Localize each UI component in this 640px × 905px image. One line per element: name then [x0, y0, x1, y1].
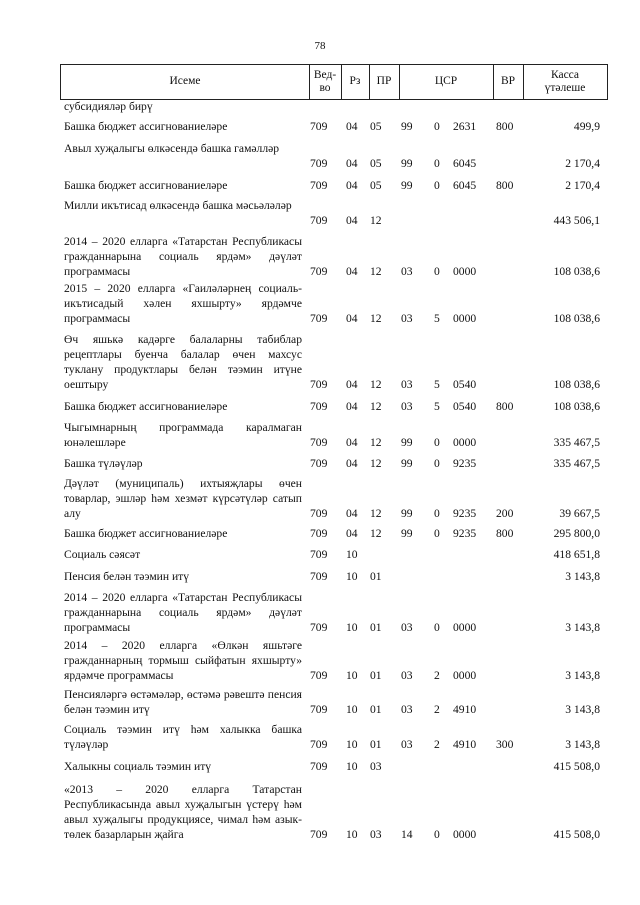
row-rz: 10 [346, 548, 358, 561]
row-rz: 04 [346, 179, 358, 192]
header-rz: Рз [341, 65, 370, 99]
row-pr: 12 [370, 214, 382, 227]
row-pr: 12 [370, 400, 382, 413]
row-c2: 0 [434, 507, 440, 520]
row-c1: 99 [401, 179, 413, 192]
row-pr: 01 [370, 703, 382, 716]
page-number: 78 [314, 40, 326, 52]
row-amt: 3 143,8 [565, 570, 600, 583]
table-row [60, 420, 608, 450]
row-vr: 800 [496, 179, 514, 192]
row-c1: 03 [401, 738, 413, 751]
row-name: Башка бюджет ассигнованиеләре [64, 120, 228, 133]
row-amt: 415 508,0 [553, 828, 600, 841]
row-c1: 99 [401, 527, 413, 540]
row-amt: 2 170,4 [565, 179, 600, 192]
row-name: 2014 – 2020 елларга «Өлкән яшьтәге гражданнарның тормыш сыйфатын яхшырту» ярдәмче программасы [64, 639, 302, 682]
row-name: Дәүләт (муниципаль) ихтыяҗлары өчен товарлар, эшләр һәм хезмәт күрсәтүләр сатып алу [64, 477, 302, 520]
row-rz: 04 [346, 378, 358, 391]
row-name: Халыкны социаль тәэмин итү [64, 760, 212, 773]
header-vr: ВР [493, 65, 524, 99]
row-name: Башка бюджет ассигнованиеләре [64, 179, 228, 192]
row-amt: 3 143,8 [565, 703, 600, 716]
row-amt: 2 170,4 [565, 157, 600, 170]
row-rz: 10 [346, 760, 358, 773]
row-ved: 709 [310, 527, 328, 540]
row-c2: 0 [434, 457, 440, 470]
row-name: Башка бюджет ассигнованиеләре [64, 400, 228, 413]
row-c3: 0000 [453, 436, 477, 449]
table-row [60, 456, 608, 471]
row-amt: 335 467,5 [553, 457, 600, 470]
row-c1: 99 [401, 157, 413, 170]
row-name: Социаль сәясәт [64, 548, 141, 561]
row-c1: 03 [401, 703, 413, 716]
row-pr: 03 [370, 760, 382, 773]
row-rz: 10 [346, 621, 358, 634]
row-pr: 01 [370, 738, 382, 751]
row-c2: 0 [434, 265, 440, 278]
header-name: Исеме [61, 65, 310, 99]
row-pr: 12 [370, 378, 382, 391]
row-pr: 12 [370, 457, 382, 470]
row-ved: 709 [310, 570, 328, 583]
row-pr: 12 [370, 507, 382, 520]
row-ved: 709 [310, 378, 328, 391]
row-c2: 0 [434, 527, 440, 540]
row-amt: 3 143,8 [565, 621, 600, 634]
row-pr: 12 [370, 436, 382, 449]
header-ved: Вед- во [309, 65, 342, 99]
row-pr: 03 [370, 828, 382, 841]
row-c1: 03 [401, 312, 413, 325]
row-name: 2014 – 2020 елларга «Татарстан Республикасы гражданнарына социаль ярдәм» дәүләт программасы [64, 591, 302, 634]
header-kassa: Касса үтәлеше [544, 68, 586, 94]
header-pr: ПР [369, 65, 400, 99]
row-c1: 99 [401, 436, 413, 449]
row-ved: 709 [310, 760, 328, 773]
row-c3: 0540 [453, 400, 477, 413]
row-c2: 5 [434, 400, 440, 413]
row-c1: 14 [401, 828, 413, 841]
table-row [60, 722, 608, 752]
row-c3: 2631 [453, 120, 477, 133]
row-vr: 800 [496, 120, 514, 133]
row-c1: 03 [401, 400, 413, 413]
row-rz: 10 [346, 570, 358, 583]
row-rz: 04 [346, 265, 358, 278]
table-row [60, 547, 608, 562]
row-rz: 04 [346, 214, 358, 227]
row-ved: 709 [310, 157, 328, 170]
row-amt: 39 667,5 [559, 507, 600, 520]
header-csr: ЦСР [399, 65, 494, 99]
row-c3: 0000 [453, 265, 477, 278]
row-c3: 9235 [453, 457, 477, 470]
row-c3: 0000 [453, 312, 477, 325]
table-row [60, 569, 608, 584]
row-rz: 04 [346, 527, 358, 540]
row-rz: 10 [346, 703, 358, 716]
row-c1: 03 [401, 378, 413, 391]
row-name: Башка түләүләр [64, 457, 143, 470]
row-rz: 04 [346, 120, 358, 133]
row-amt: 3 143,8 [565, 738, 600, 751]
row-name: Авыл хуҗалыгы өлкәсендә башка гамәлләр [64, 142, 280, 155]
table-row [60, 198, 608, 228]
table-row [60, 638, 608, 683]
row-name: Милли икътисад өлкәсендә башка мәсьәләләр [64, 199, 292, 212]
table-row [60, 178, 608, 193]
row-amt: 108 038,6 [553, 378, 600, 391]
row-pr: 12 [370, 312, 382, 325]
row-ved: 709 [310, 214, 328, 227]
row-name: Чыгымнарның программада каралмаган юнәлешләре [64, 421, 302, 449]
row-c2: 5 [434, 378, 440, 391]
row-rz: 10 [346, 669, 358, 682]
row-c3: 0540 [453, 378, 477, 391]
row-name: Башка бюджет ассигнованиеләре [64, 527, 228, 540]
row-ved: 709 [310, 457, 328, 470]
row-c1: 03 [401, 621, 413, 634]
row-c2: 0 [434, 157, 440, 170]
row-c2: 2 [434, 703, 440, 716]
row-pr: 01 [370, 570, 382, 583]
row-c1: 03 [401, 669, 413, 682]
row-pr: 05 [370, 179, 382, 192]
row-name: «2013 – 2020 елларга Татарстан Республикасында авыл хуҗалыгын үстерү һәм авыл хуҗалыгы продукциясе, чимал һәм азык-төлек базарларын җайга [64, 783, 302, 841]
table-row [60, 99, 608, 114]
row-ved: 709 [310, 265, 328, 278]
row-rz: 10 [346, 828, 358, 841]
row-amt: 418 651,8 [553, 548, 600, 561]
row-c1: 99 [401, 120, 413, 133]
row-c3: 9235 [453, 507, 477, 520]
row-rz: 04 [346, 312, 358, 325]
row-ved: 709 [310, 669, 328, 682]
row-amt: 108 038,6 [553, 265, 600, 278]
table-row [60, 687, 608, 717]
row-ved: 709 [310, 507, 328, 520]
row-ved: 709 [310, 120, 328, 133]
row-c3: 0000 [453, 669, 477, 682]
row-rz: 04 [346, 436, 358, 449]
row-ved: 709 [310, 828, 328, 841]
row-amt: 108 038,6 [553, 312, 600, 325]
row-name: 2015 – 2020 елларга «Гаиләләрнең социаль-икътисадый хәлен яхшырту» ярдәмче программасы [64, 282, 302, 325]
table-row [60, 119, 608, 134]
row-c2: 0 [434, 436, 440, 449]
row-c3: 9235 [453, 527, 477, 540]
row-c3: 6045 [453, 157, 477, 170]
row-c3: 4910 [453, 738, 477, 751]
row-pr: 12 [370, 527, 382, 540]
table-row [60, 399, 608, 414]
row-name: Пенсияләргә өстәмәләр, өстәмә рәвештә пенсия белән тәэмин итү [64, 688, 302, 716]
row-rz: 04 [346, 157, 358, 170]
row-ved: 709 [310, 179, 328, 192]
table-row [60, 782, 608, 842]
row-name: субсидияләр бирү [64, 100, 153, 113]
row-rz: 04 [346, 507, 358, 520]
row-ved: 709 [310, 621, 328, 634]
row-name: Өч яшькә кадәрге балаларны табиблар рецептлары буенча балалар өчен махсус туклану продуктлары белән тәэмин итүне оештыру [64, 333, 302, 391]
row-c2: 0 [434, 120, 440, 133]
row-name: Социаль тәэмин итү һәм халыкка башка түләүләр [64, 723, 302, 751]
row-amt: 499,9 [573, 120, 600, 133]
table-row [60, 141, 608, 171]
row-rz: 04 [346, 457, 358, 470]
row-c3: 6045 [453, 179, 477, 192]
table-row [60, 281, 608, 326]
table-row [60, 332, 608, 392]
row-amt: 108 038,6 [553, 400, 600, 413]
row-ved: 709 [310, 703, 328, 716]
row-c1: 99 [401, 457, 413, 470]
row-c3: 0000 [453, 828, 477, 841]
row-c2: 0 [434, 179, 440, 192]
row-amt: 3 143,8 [565, 669, 600, 682]
row-ved: 709 [310, 400, 328, 413]
row-pr: 01 [370, 669, 382, 682]
row-pr: 12 [370, 265, 382, 278]
row-amt: 443 506,1 [553, 214, 600, 227]
row-vr: 200 [496, 507, 514, 520]
row-amt: 295 800,0 [553, 527, 600, 540]
row-name: 2014 – 2020 елларга «Татарстан Республикасы гражданнарына социаль ярдәм» дәүләт программасы [64, 235, 302, 278]
table-row [60, 234, 608, 279]
table-row [60, 526, 608, 541]
row-pr: 05 [370, 120, 382, 133]
row-vr: 800 [496, 400, 514, 413]
row-pr: 05 [370, 157, 382, 170]
row-rz: 10 [346, 738, 358, 751]
row-c2: 0 [434, 621, 440, 634]
row-pr: 01 [370, 621, 382, 634]
row-c2: 2 [434, 738, 440, 751]
row-ved: 709 [310, 436, 328, 449]
row-c3: 0000 [453, 621, 477, 634]
row-name: Пенсия белән тәэмин итү [64, 570, 190, 583]
table-header [60, 64, 608, 100]
row-amt: 335 467,5 [553, 436, 600, 449]
row-c2: 5 [434, 312, 440, 325]
row-vr: 300 [496, 738, 514, 751]
row-c1: 99 [401, 507, 413, 520]
table-row [60, 759, 608, 774]
row-ved: 709 [310, 312, 328, 325]
row-ved: 709 [310, 738, 328, 751]
table-row [60, 476, 608, 521]
row-c3: 4910 [453, 703, 477, 716]
row-amt: 415 508,0 [553, 760, 600, 773]
row-ved: 709 [310, 548, 328, 561]
row-c2: 0 [434, 828, 440, 841]
row-c2: 2 [434, 669, 440, 682]
row-rz: 04 [346, 400, 358, 413]
row-vr: 800 [496, 527, 514, 540]
table-row [60, 590, 608, 635]
row-c1: 03 [401, 265, 413, 278]
